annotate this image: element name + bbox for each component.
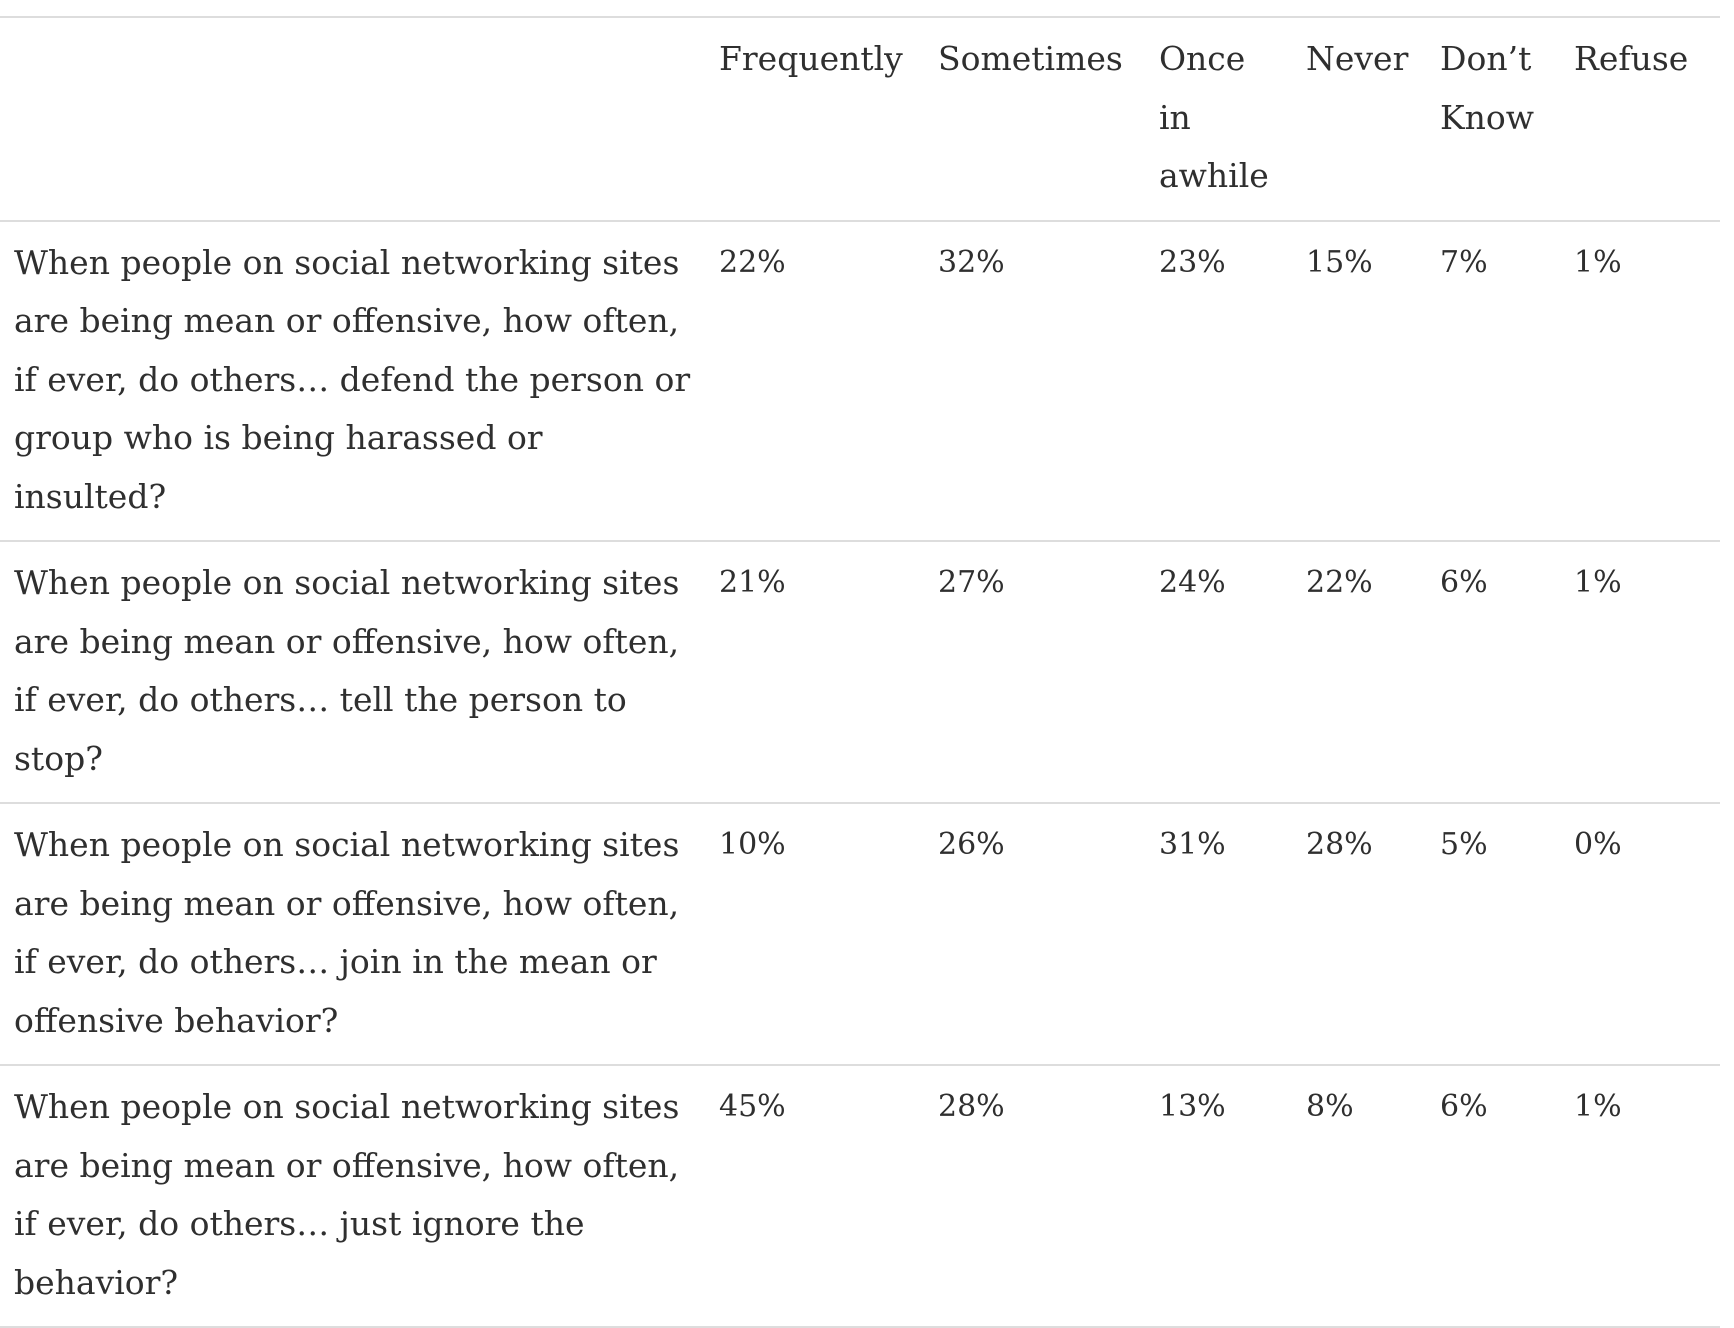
header-refuse: Refuse (1574, 39, 1689, 78)
cell-dont-know: 7% (1440, 244, 1488, 280)
header-question (0, 17, 705, 221)
table-row (0, 1065, 1720, 1327)
cell-refuse: 1% (1574, 1089, 1622, 1124)
cell-dont-know: 5% (1440, 827, 1488, 862)
cell-frequently: 21% (719, 565, 786, 600)
cell-never: 28% (1306, 827, 1373, 862)
table-header-row (0, 17, 1720, 221)
cell-sometimes: 32% (938, 244, 1005, 280)
survey-table-container (0, 16, 1720, 1328)
cell-refuse: 0% (1574, 827, 1622, 862)
cell-refuse: 1% (1574, 244, 1622, 280)
header-dont-know: Don’t Know (1440, 39, 1535, 137)
cell-never: 15% (1306, 244, 1373, 280)
table-row (0, 221, 1720, 542)
header-frequently: Frequently (719, 39, 903, 78)
cell-sometimes: 28% (938, 1089, 1005, 1124)
header-sometimes: Sometimes (938, 39, 1123, 78)
table-row (0, 541, 1720, 803)
cell-once-in-awhile: 13% (1159, 1089, 1226, 1124)
cell-frequently: 22% (719, 244, 786, 280)
cell-once-in-awhile: 24% (1159, 565, 1226, 600)
cell-sometimes: 26% (938, 827, 1005, 862)
cell-frequently: 10% (719, 827, 786, 862)
header-once-in-awhile: Once in awhile (1159, 39, 1269, 195)
cell-dont-know: 6% (1440, 565, 1488, 600)
cell-once-in-awhile: 31% (1159, 827, 1226, 862)
cell-refuse: 1% (1574, 565, 1622, 600)
cell-never: 22% (1306, 565, 1373, 600)
row-question: When people on social networking sites are being mean or offensive, how often, if ever, do others… just ignore the behavior? (14, 1087, 680, 1302)
cell-dont-know: 6% (1440, 1089, 1488, 1124)
row-question: When people on social networking sites are being mean or offensive, how often, if ever, do others… join in the mean or offensive behavior? (14, 825, 680, 1040)
survey-table (0, 16, 1720, 1328)
cell-sometimes: 27% (938, 565, 1005, 600)
row-question: When people on social networking sites are being mean or offensive, how often, if ever, do others… tell the person to stop? (14, 563, 680, 778)
cell-once-in-awhile: 23% (1159, 244, 1226, 280)
row-question: When people on social networking sites are being mean or offensive, how often, if ever, do others… defend the person or group who is being harassed or insulted? (14, 242, 691, 516)
table-row (0, 803, 1720, 1065)
cell-never: 8% (1306, 1089, 1354, 1124)
cell-frequently: 45% (719, 1089, 786, 1124)
header-never: Never (1306, 39, 1409, 78)
